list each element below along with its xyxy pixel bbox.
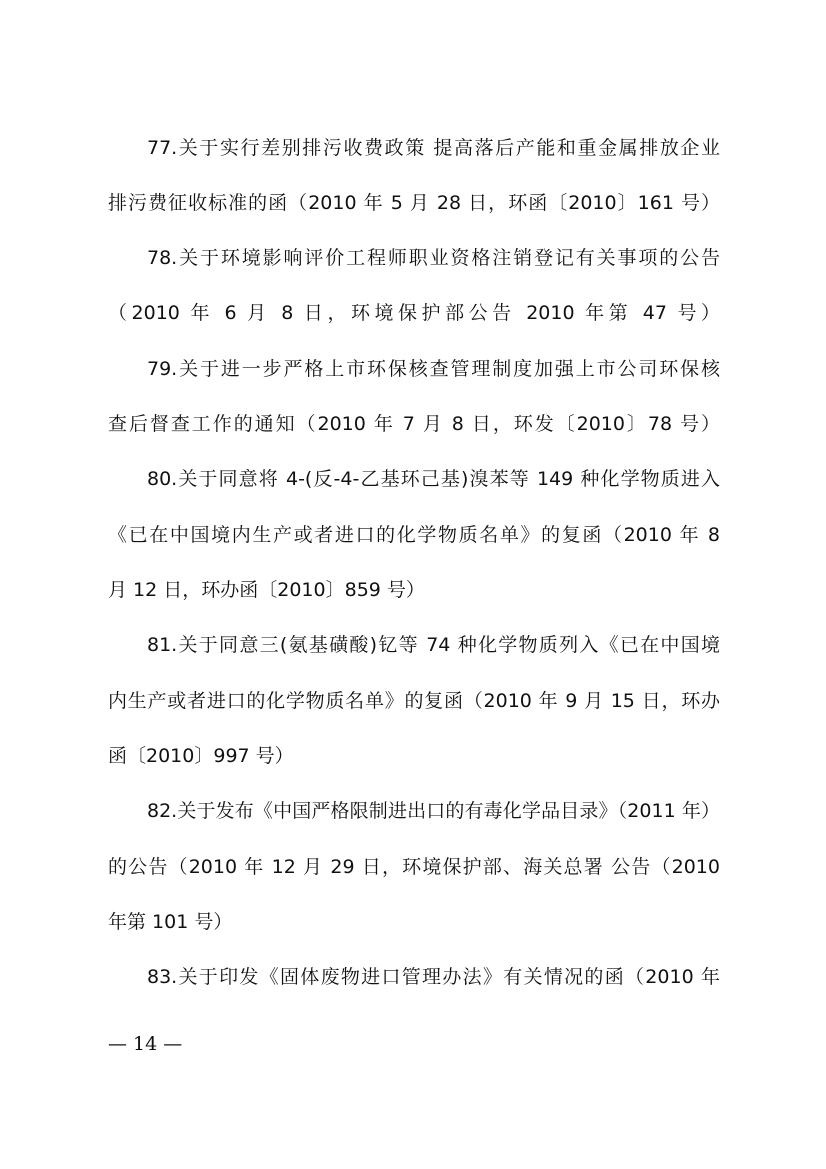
text-line: 年第 101 号） [108,911,233,933]
text-line: 77.关于实行差别排污收费政策 提高落后产能和重金属排放企业 [147,137,720,159]
text-line: 的公告（2010 年 12 月 29 日，环境保护部、海关总署 公告（2010 [108,856,720,878]
text-line: 80.关于同意将 4-(反-4-乙基环己基)溴苯等 149 种化学物质进入 [147,468,720,490]
text-line: 82.关于发布《中国严格限制进出口的有毒化学品目录》（2011 年） [147,800,720,822]
text-line: 81.关于同意三(氨基磺酸)钇等 74 种化学物质列入《已在中国境 [147,634,720,656]
text-line: 79.关于进一步严格上市环保核查管理制度加强上市公司环保核 [147,358,720,380]
text-line: 排污费征收标准的函（2010 年 5 月 28 日，环函〔2010〕161 号） [108,192,720,214]
text-line: 78.关于环境影响评价工程师职业资格注销登记有关事项的公告 [147,247,720,269]
text-line: 83.关于印发《固体废物进口管理办法》有关情况的函（2010 年 [147,966,720,988]
text-line: （2010 年 6 月 8 日，环境保护部公告 2010 年第 47 号） [108,302,720,324]
text-line: 内生产或者进口的化学物质名单》的复函（2010 年 9 月 15 日，环办 [108,690,720,712]
text-line: 函〔2010〕997 号） [108,745,294,767]
text-line: 月 12 日，环办函〔2010〕859 号） [108,579,425,601]
page-number: — 14 — [108,1033,183,1055]
text-line: 查后督查工作的通知（2010 年 7 月 8 日，环发〔2010〕78 号） [108,413,720,435]
text-line: 《已在中国境内生产或者进口的化学物质名单》的复函（2010 年 8 [108,524,720,546]
